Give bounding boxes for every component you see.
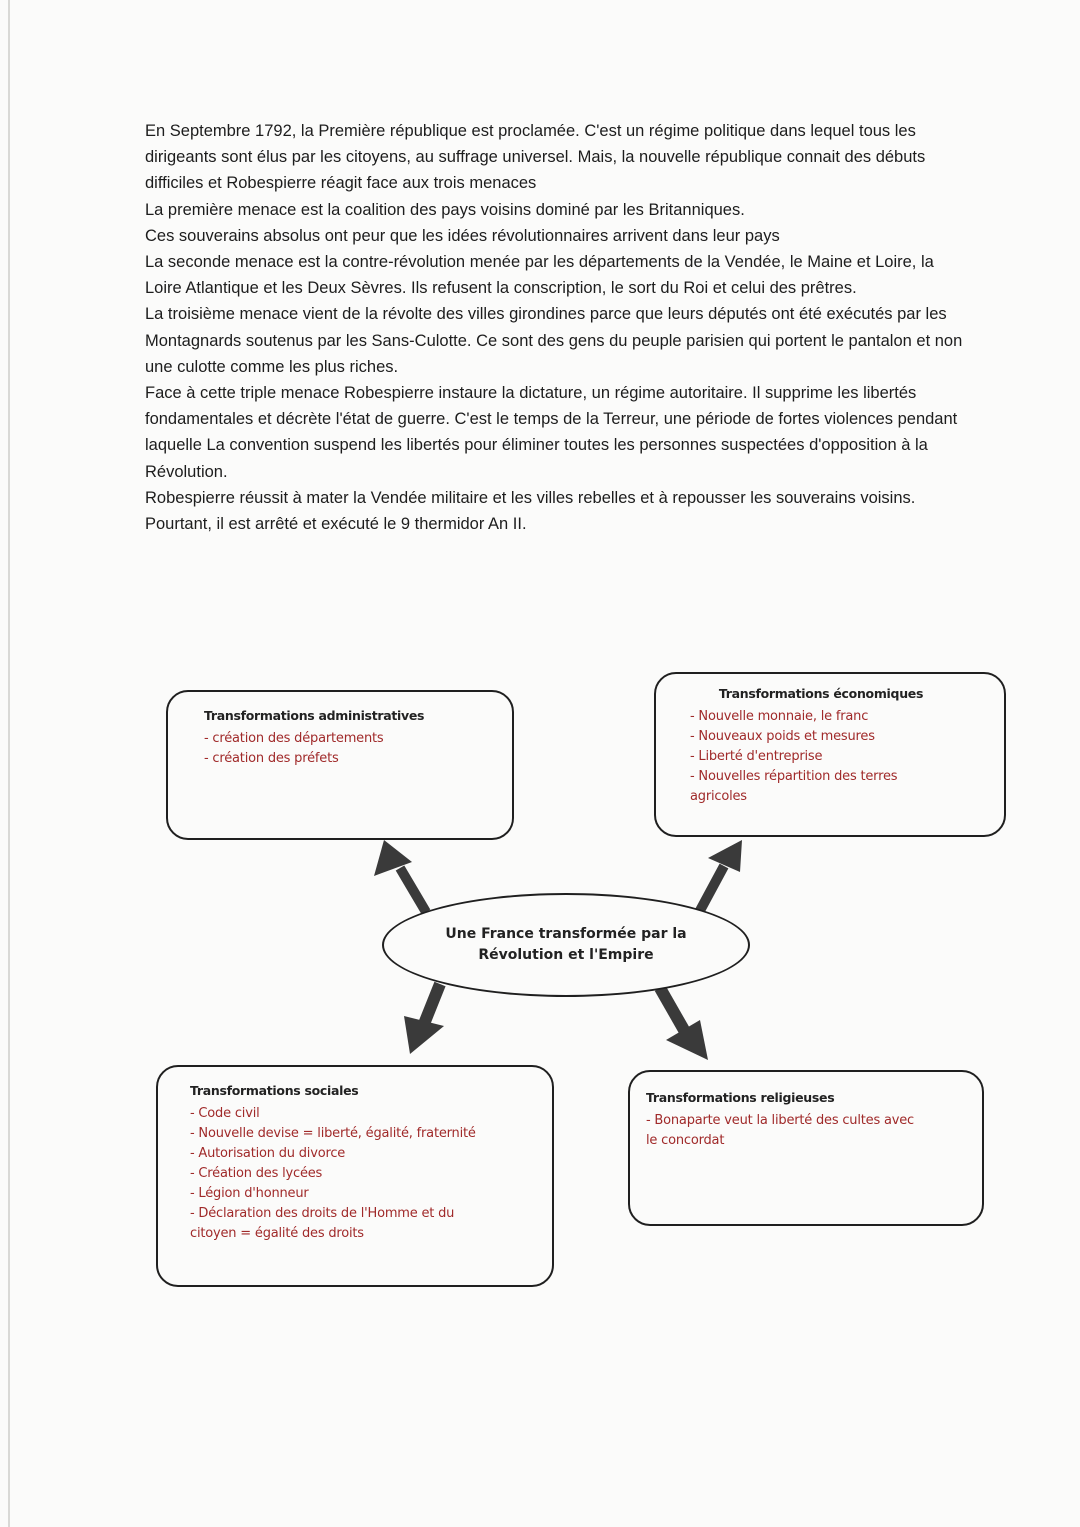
- admin-item: - création des départements: [204, 731, 384, 746]
- box-eco-title: Transformations économiques: [718, 686, 924, 701]
- box-admin-title: Transformations administratives: [204, 708, 425, 723]
- center-title-line1: Une France transformée par la: [445, 926, 687, 942]
- soc-item-value: égalité des droits: [254, 1226, 364, 1241]
- soc-item: - Légion d'honneur: [190, 1186, 309, 1201]
- soc-item: - Autorisation du divorce: [190, 1146, 346, 1161]
- box-soc-title: Transformations sociales: [190, 1083, 359, 1098]
- soc-item: - Création des lycées: [190, 1166, 323, 1181]
- box-economiques: [654, 672, 1006, 837]
- eco-item: agricoles: [690, 789, 747, 804]
- eco-item: - Nouvelles répartition des terres: [690, 769, 898, 784]
- soc-item: [190, 1224, 520, 1244]
- box-sociales: [156, 1065, 554, 1287]
- rel-item: - Bonaparte veut la liberté des cultes avec: [646, 1113, 914, 1128]
- arrow-soc: [404, 984, 444, 1054]
- eco-item: - Nouvelle monnaie, le franc: [690, 709, 869, 724]
- soc-item-prefix: citoyen =: [190, 1226, 255, 1241]
- arrow-eco: [696, 840, 742, 918]
- center-title-line2: Révolution et l'Empire: [478, 947, 654, 963]
- arrow-rel: [660, 988, 708, 1060]
- box-administratives: [166, 690, 514, 840]
- box-rel-title: Transformations religieuses: [646, 1090, 835, 1105]
- soc-item: [190, 1124, 520, 1144]
- box-religieuses: [628, 1070, 984, 1226]
- soc-item-value: liberté, égalité, fraternité: [317, 1126, 476, 1141]
- paragraph-intro: En Septembre 1792, la Première république est proclamée. C'est un régime politique dans lequel tous les dirigeants sont élus par les citoyens, au suffrage universel. Mais, la nouvelle république connait des débuts difficiles et Robespierre réagit face aux trois menaces: [145, 122, 926, 193]
- paragraph-menace2: La seconde menace est la contre-révolution menée par les départements de la Vendée, le Maine et Loire, la Loire Atlantique et les Deux Sèvres. Ils refusent la conscription, le sort du Roi et celui des prêtres.: [145, 253, 934, 298]
- paragraph-dictature: Face à cette triple menace Robespierre instaure la dictature, un régime autoritaire. Il supprime les libertés fondamentales et décrète l'état de guerre. C'est le temps de la Terreur, une période de fortes violences pendant laquelle La convention suspend les libertés pour éliminer toutes les personnes suspectées d'opposition à la Révolution.: [145, 384, 958, 481]
- eco-item: - Liberté d'entreprise: [690, 749, 823, 764]
- paragraph-menace1: La première menace est la coalition des pays voisins dominé par les Britanniques.: [145, 200, 745, 219]
- soc-item-prefix: - Nouvelle devise =: [190, 1126, 318, 1141]
- soc-item: - Déclaration des droits de l'Homme et du: [190, 1206, 455, 1221]
- eco-item: - Nouveaux poids et mesures: [690, 729, 875, 744]
- rel-item: le concordat: [646, 1133, 725, 1148]
- admin-item: - création des préfets: [204, 751, 339, 766]
- paragraph-souverains: Ces souverains absolus ont peur que les idées révolutionnaires arrivent dans leur pays: [145, 226, 780, 245]
- soc-item: - Code civil: [190, 1106, 260, 1121]
- paragraph-fin: Robespierre réussit à mater la Vendée militaire et les villes rebelles et à repousser les souverains voisins. Pourtant, il est arrêté et exécuté le 9 thermidor An II.: [145, 488, 916, 534]
- paragraph-menace3: La troisième menace vient de la révolte des villes girondines parce que leurs députés ont été exécutés par les Montagnards soutenus par les Sans-Culotte. Ce sont des gens du peuple parisien qui portent le pantalon et non une culotte comme les plus riches.: [145, 305, 963, 376]
- arrow-admin: [374, 840, 426, 912]
- center-ellipse: [382, 893, 750, 997]
